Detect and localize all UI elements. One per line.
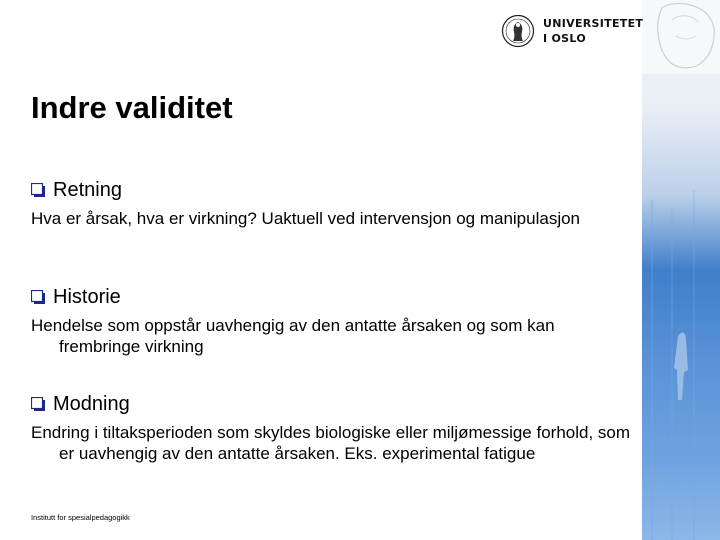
section-heading-row	[31, 176, 631, 204]
section-heading: Historie	[53, 285, 121, 308]
logo-line-1: UNIVERSITETET	[543, 17, 644, 30]
section-body: Hendelse som oppstår uavhengig av den antatte årsaken og som kan frembringe virkning	[31, 316, 555, 356]
statue-graphic-icon	[642, 0, 720, 540]
slide-title: Indre validitet	[31, 90, 233, 125]
section-body: Hva er årsak, hva er virkning? Uaktuell ved intervensjon og manipulasjon	[31, 209, 581, 228]
section-historie	[31, 283, 631, 357]
footer-text: Institutt for spesialpedagogikk	[31, 513, 130, 522]
logo-line-2: I OSLO	[543, 32, 586, 45]
section-retning	[31, 176, 631, 229]
section-heading-row	[31, 283, 631, 311]
checkbox-bullet-icon	[31, 290, 45, 304]
slide-content	[31, 176, 631, 463]
section-heading: Modning	[53, 392, 130, 415]
decorative-side-band	[642, 0, 720, 540]
section-heading: Retning	[53, 178, 122, 201]
university-seal-icon	[501, 14, 535, 48]
section-heading-row	[31, 390, 631, 418]
section-body: Endring i tiltaksperioden som skyldes biologiske eller miljømessige forhold, som er uavhengig av den antatte årsaken. Eks. experimental fatigue	[31, 423, 631, 463]
section-modning	[31, 390, 631, 464]
checkbox-bullet-icon	[31, 183, 45, 197]
checkbox-bullet-icon	[31, 397, 45, 411]
